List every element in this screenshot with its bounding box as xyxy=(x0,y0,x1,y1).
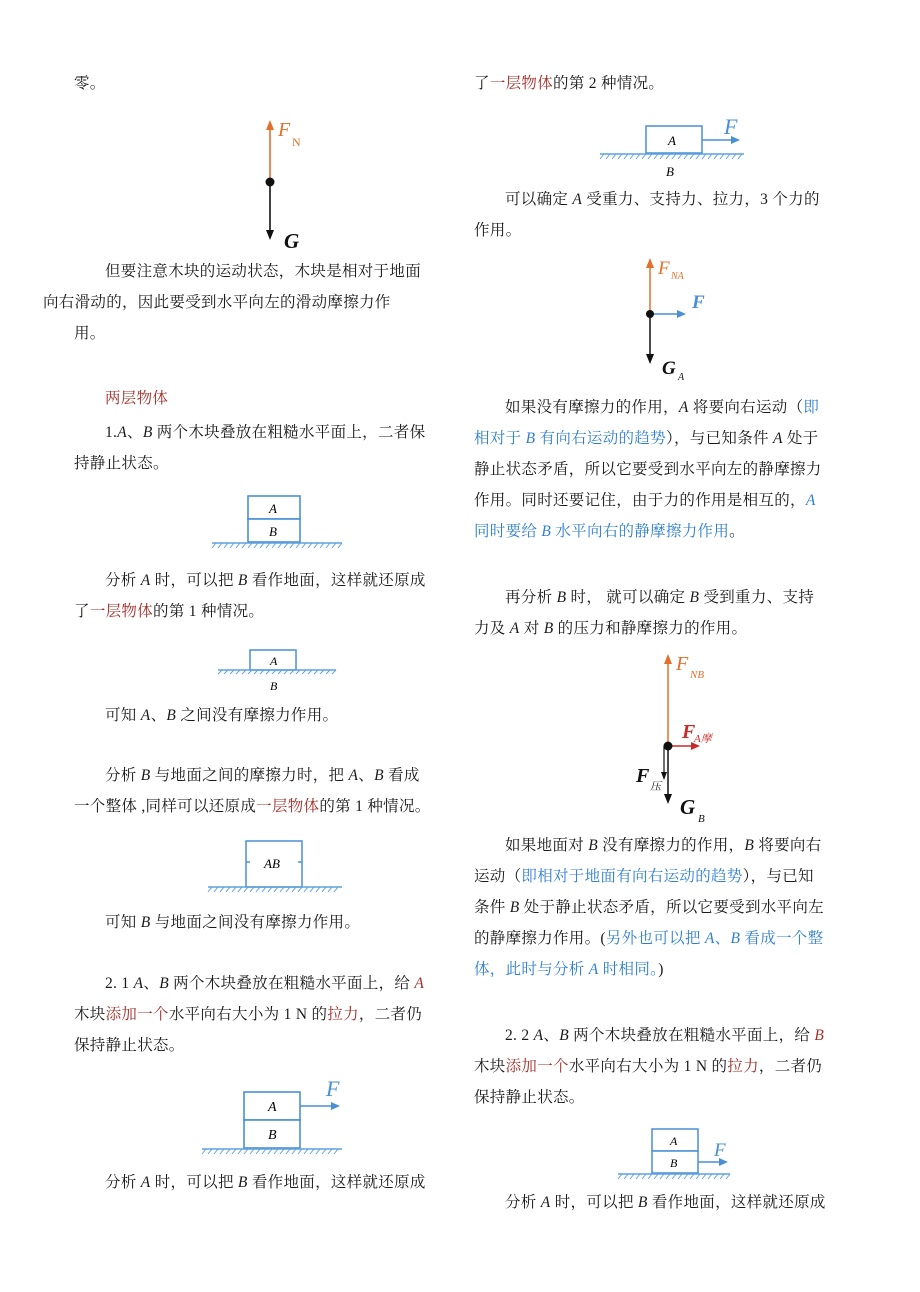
paragraph-2-2: 2. 2 A、B 两个木块叠放在粗糙水平面上，给 B 木块添加一个水平向右大小为 1 N 的拉力，二者仍 保持静止状态。 xyxy=(474,1027,825,1106)
svg-text:B: B xyxy=(698,813,705,825)
paragraph-analyze-b: 分析 B 与地面之间的摩擦力时，把 A、B 看成 一个整体 ,同样可以还原成一层物体的第 1 种情况。 xyxy=(74,767,431,815)
g-label: G xyxy=(284,229,300,253)
paragraph-if-ground: 如果地面对 B 没有摩擦力的作用，B 将要向右 运动（即相对于地面有向右运动的趋势），与已知 条件 B 处于静止状态矛盾，所以它要受到水平向左 的静摩擦力作用。(另外也可以把 A、B 看成一个整 体，此时与分析 A 时相同。) xyxy=(474,837,824,978)
svg-text:A: A xyxy=(668,133,676,148)
svg-text:G: G xyxy=(680,795,696,819)
svg-text:B: B xyxy=(269,524,277,539)
paragraph-know-1: 可知 A、B 之间没有摩擦力作用。 xyxy=(105,707,339,724)
svg-text:A: A xyxy=(268,1100,277,1115)
paragraph-analyze-a-2: 分析 A 时，可以把 B 看作地面，这样就还原成 xyxy=(105,1174,426,1191)
paragraph-know-2: 可知 B 与地面之间没有摩擦力作用。 xyxy=(105,914,361,931)
diagram-fbd-a xyxy=(634,256,734,388)
svg-text:压: 压 xyxy=(650,781,661,793)
diagram-case-2 xyxy=(600,114,760,180)
svg-text:F: F xyxy=(676,653,689,675)
diagram-stacked-ab xyxy=(212,494,372,554)
svg-text:A: A xyxy=(670,1134,678,1148)
paragraph-zero: 零。 xyxy=(74,75,106,92)
diagram-whole-ab xyxy=(208,838,358,898)
svg-text:B: B xyxy=(666,164,674,179)
paragraph-case-2: 了一层物体的第 2 种情况。 xyxy=(474,75,665,92)
svg-text:A: A xyxy=(269,501,277,516)
svg-text:F: F xyxy=(636,765,650,787)
svg-text:NB: NB xyxy=(690,669,705,681)
svg-text:A: A xyxy=(270,654,278,668)
svg-text:F: F xyxy=(682,721,696,743)
section-heading-two-layer: 两层物体 xyxy=(105,390,169,407)
paragraph-if-no-friction: 如果没有摩擦力的作用，A 将要向右运动（即 相对于 B 有向右运动的趋势），与已知条件 A 处于 静止状态矛盾，所以它要受到水平向左的静摩擦力 作用。同时还要记住，由于力的作用是相互的，A 同时要给 B 水平向右的静摩擦力作用。 xyxy=(474,399,822,540)
diagram-pull-a xyxy=(202,1076,372,1158)
svg-text:A摩: A摩 xyxy=(694,733,712,745)
svg-text:A: A xyxy=(678,372,685,383)
diagram-pull-b xyxy=(618,1126,768,1182)
paragraph-analyze-b-right: 再分析 B 时， 就可以确定 B 受到重力、支持 力及 A 对 B 的压力和静摩擦力的作用。 xyxy=(474,589,815,637)
fn-label: F xyxy=(278,119,291,141)
svg-text:B: B xyxy=(268,1128,277,1143)
paragraph-note: 但要注意木块的运动状态，木块是相对于地面 向右滑动的，因此要受到水平向左的滑动摩擦力作 用。 xyxy=(43,263,422,342)
svg-text:F: F xyxy=(724,114,738,139)
paragraph-analyze-a-right: 分析 A 时，可以把 B 看作地面，这样就还原成 xyxy=(505,1194,826,1211)
svg-text:B: B xyxy=(670,1156,678,1170)
diagram-a-on-b xyxy=(218,648,348,694)
svg-text:F: F xyxy=(692,292,705,313)
diagram-normal-gravity xyxy=(254,118,314,258)
svg-text:B: B xyxy=(270,679,278,693)
paragraph-ensure: 可以确定 A 受重力、支持力、拉力，3 个力的 作用。 xyxy=(474,191,820,239)
svg-text:G: G xyxy=(662,358,676,379)
paragraph-analyze-a: 分析 A 时，可以把 B 看作地面，这样就还原成 了一层物体的第 1 种情况。 xyxy=(74,572,426,620)
svg-text:F: F xyxy=(658,258,670,279)
svg-text:N: N xyxy=(292,135,301,149)
diagram-fbd-b xyxy=(634,650,744,828)
svg-text:F: F xyxy=(714,1140,726,1161)
paragraph-2-1: 2. 1 A、B 两个木块叠放在粗糙水平面上，给 A 木块添加一个水平向右大小为 1 N 的拉力，二者仍 保持静止状态。 xyxy=(74,975,425,1054)
svg-text:AB: AB xyxy=(264,856,280,871)
svg-text:NA: NA xyxy=(671,271,684,282)
paragraph-1: 1.A、B 两个木块叠放在粗糙水平面上，二者保 持静止状态。 xyxy=(74,424,426,472)
force-f-label: F xyxy=(326,1076,340,1101)
